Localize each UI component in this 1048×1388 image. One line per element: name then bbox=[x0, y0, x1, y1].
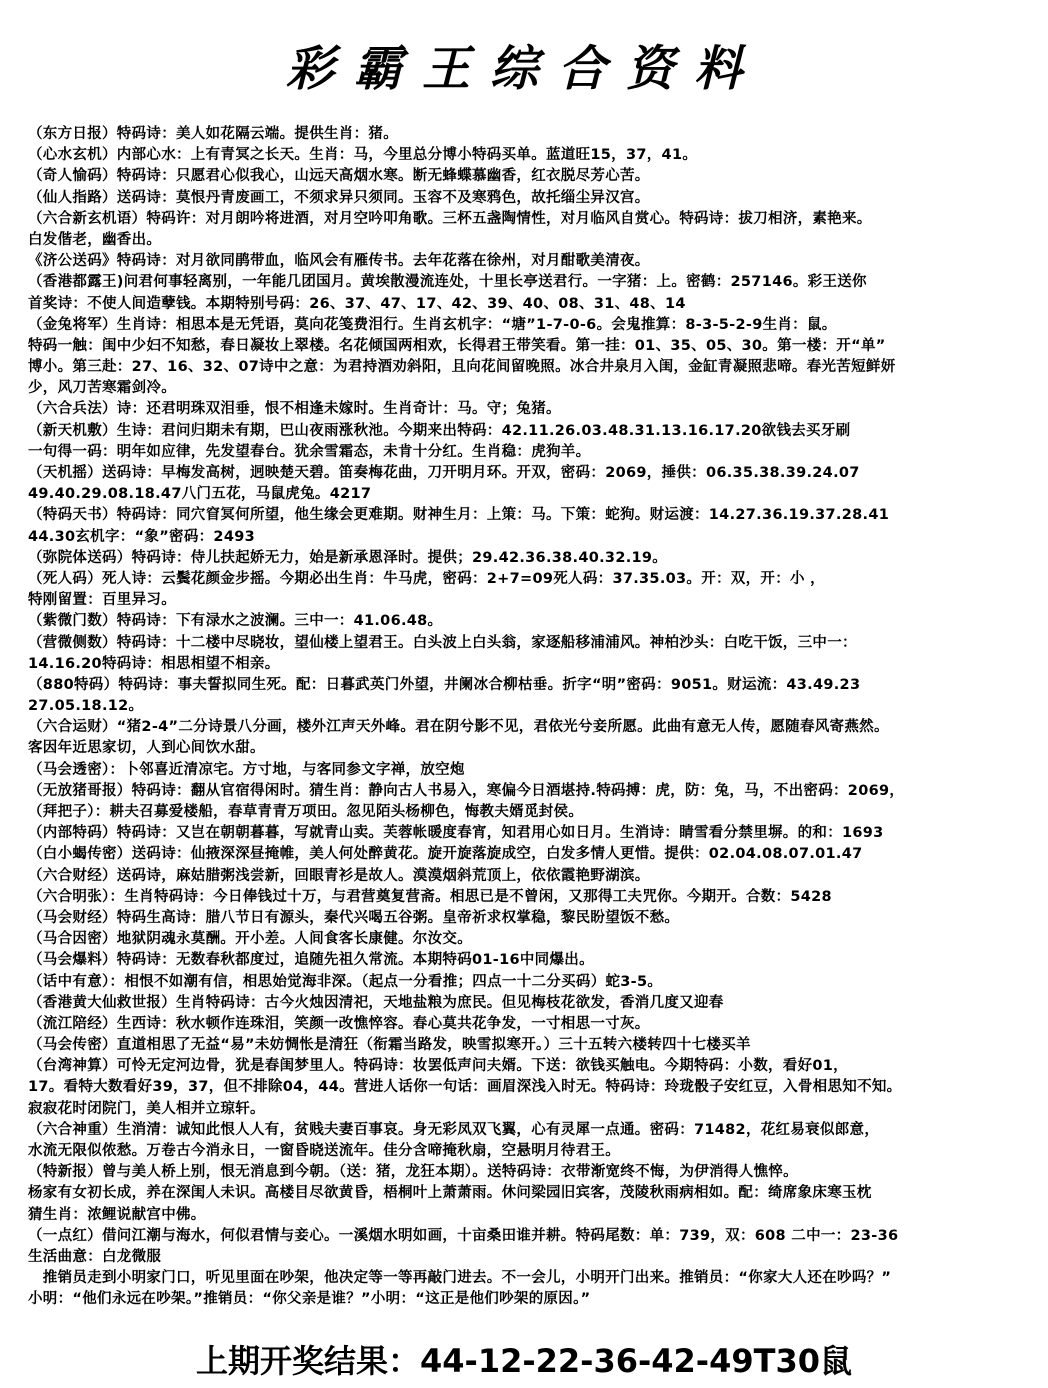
text-line: 博小。第三赴：27、16、32、07诗中之意：为君持酒劝斜阳，且向花间留晚照。冰合井泉月入闺，金缸青凝照悲啼。春光苦短鲜妍 bbox=[28, 359, 896, 376]
text-line: （心水玄机）内部心水：上有青冥之长天。生肖：马，今里总分博小特码买单。蓝道旺15，37，41。 bbox=[28, 147, 698, 164]
page-title: 彩霸王综合资料 bbox=[285, 41, 762, 97]
text-line: 14.16.20特码诗：相思相望不相亲。 bbox=[28, 655, 280, 672]
text-line: （新天机敷）生诗：君问归期未有期，巴山夜雨涨秋池。今期来出特码：42.11.26.03.48.31.13.16.17.20欲钱去买牙刷 bbox=[28, 422, 851, 439]
text-line: （六合财经）送码诗，麻姑腊粥浅尝新，回眼青衫是故人。漠漠烟斜荒顶上，依依霞艳野湖滨。 bbox=[28, 867, 650, 884]
text-line: （香港都露王)问君何事轻离别，一年能几团国月。黄埃散漫流连处，十里长亭送君行。一字猪：上。密鹤：257146。彩王送你 bbox=[28, 274, 867, 291]
document-body bbox=[28, 124, 1028, 1311]
text-line: 首奖诗：不使人间造孽钱。本期特别号码：26、37、47、17、42、39、40、08、31、48、14 bbox=[28, 295, 686, 312]
text-line: 特刚留置：百里异习。 bbox=[28, 592, 176, 609]
text-line: （马会传密）直道相思了无益“易”未妨惆怅是清狂（衔霜当路发，映雪拟寒开。）三十五转六楼转四十七楼买羊 bbox=[28, 1037, 751, 1054]
last-draw-result: 上期开奖结果：44-12-22-36-42-49T30鼠 bbox=[196, 1342, 852, 1380]
text-line: 客因年近思家切，人到心间饮水甜。 bbox=[28, 740, 265, 757]
text-line: （特码天书）特码诗：同穴窅冥何所望，他生缘会更难期。财神生月：上策：马。下策：蛇狗。财运渡：14.27.36.19.37.28.41 bbox=[28, 507, 890, 524]
text-line: （话中有意）：相恨不如潮有信，相思始觉海非深。（起点一分看推；四点一十二分买码）蛇3-5。 bbox=[28, 973, 663, 990]
text-line: 49.40.29.08.18.47八门五花，马鼠虎兔。4217 bbox=[28, 486, 372, 503]
text-line: （无放猪哥报）特码诗：翻从官宿得闲时。猜生肖：静向古人书易入，寒偏今日酒堪持.特码搏：虎，防：兔，马，不出密码：2069， bbox=[28, 782, 905, 799]
text-line: （马合因密）地狱阴魂永莫酬。开小差。人间食客长康健。尔汝交。 bbox=[28, 931, 472, 948]
text-line: （六合明张）：生肖特码诗：今日俸钱过十万，与君营奠复营斋。相思已是不曾闲，又那得工夫咒你。今期开。合数：5428 bbox=[28, 888, 832, 905]
text-line: （奇人愉码）特码诗：只愿君心似我心，山远天高烟水寒。断无蜂蝶慕幽香，红衣脱尽芳心苦。 bbox=[28, 168, 650, 185]
text-line: （香港黄大仙救世报）生肖特码诗：古今火烛因清祀，天地盐粮为庶民。但见梅枝花欲发，香消几度又迎春 bbox=[28, 994, 724, 1011]
text-line: 生活曲意：白龙微服 bbox=[28, 1248, 162, 1265]
text-line: 白发偕老，幽香出。 bbox=[28, 231, 162, 248]
text-line: 小明：“他们永远在吵架。”推销员：“你父亲是谁？”小明：“这正是他们吵架的原因。” bbox=[28, 1291, 591, 1308]
text-line: （六合兵法）诗：还君明珠双泪垂，恨不相逢未嫁时。生肖奇计：马。守；兔猪。 bbox=[28, 401, 561, 418]
text-line: 推销员走到小明家门口，听见里面在吵架，他决定等一等再敲门进去。不一会儿，小明开门出来。推销员：“你家大人还在吵吗？” bbox=[28, 1270, 892, 1287]
text-line: 一句得一码：明年如应律，先发望春台。犹余雪霜态，未肯十分红。生肖稳：虎狗羊。 bbox=[28, 443, 591, 460]
text-line: 猜生肖：浓鲤说献宫中佛。 bbox=[28, 1206, 206, 1223]
text-line: （880特码）特码诗：事夫誓拟同生死。配：日暮武英门外望，井阑冰合柳枯垂。折字“明”密码：9051。财运流：43.49.23 bbox=[28, 676, 861, 693]
text-line: 少，风刀苦寒霜剑冷。 bbox=[28, 380, 176, 397]
text-line: （紫微门数）特码诗：下有渌水之波澜。三中一：41.06.48。 bbox=[28, 613, 443, 630]
text-line: （东方日报）特码诗：美人如花隔云端。提供生肖：猪。 bbox=[28, 126, 398, 142]
text-line: 水流无限似侬愁。万卷古今消永日，一窗昏晓送流年。佳分含啼掩秋扇，空悬明月待君王。 bbox=[28, 1143, 620, 1159]
text-line: 《济公送码》特码诗：对月欲同鹃带血，临风会有雁传书。去年花落在徐州，对月酣歌美清夜。 bbox=[28, 253, 650, 270]
text-line: （死人码）死人诗：云鬓花颜金步摇。今期必出生肖：牛马虎，密码：2+7=09死人码：37.35.03。开：双，开：小 ， bbox=[28, 570, 825, 587]
text-line: （仙人指路）送码诗：莫恨丹青废画工，不须求异只须同。玉容不及寒鸦色，故托缁尘异汉宫。 bbox=[28, 189, 650, 206]
text-line: （金兔将军）生肖诗：相思本是无凭语，莫向花笺费泪行。生肖玄机字：“塘”1-7-0-6。会鬼推算：8-3-5-2-9生肖：鼠。 bbox=[28, 316, 837, 333]
text-line: 杨家有女初长成，养在深闺人未识。高楼目尽欲黄昏，梧桐叶上萧萧雨。休问梁园旧宾客，茂陵秋雨病相如。配：绮席象床寒玉枕 bbox=[28, 1185, 872, 1202]
text-line: （内部特码）特码诗：又岂在朝朝暮暮，写就青山卖。芙蓉帐暖度春宵，知君用心如日月。生消诗：睛雪看分禁里塀。的和：1693 bbox=[28, 825, 884, 842]
text-line: （马会爆料）特码诗：无数春秋都度过，追随先祖久常流。本期特码01-16中同爆出。 bbox=[28, 952, 594, 969]
text-line: （马会透密）：卜邻喜近清凉宅。方寸地，与客同参文字禅，放空炮 bbox=[28, 761, 465, 778]
text-line: （六合新玄机语）特码许：对月朗吟将进酒，对月空吟叩角歌。三杯五盏陶情性，对月临风自赏心。特码诗：拔刀相济，素艳来。 bbox=[28, 210, 872, 227]
text-line: （马会财经）特码生高诗：腊八节日有源头，秦代兴喝五谷粥。皇帝祈求权掌稳，黎民盼望饭不愁。 bbox=[28, 909, 680, 926]
text-line: 17。看特大数看好39，37，但不排除04，44。营进人话你一句话：画眉深浅入时无。特码诗：玲珑骰子安红豆，入骨相思知不知。 bbox=[28, 1079, 902, 1096]
text-line: （六合神重）生消清：诚知此恨人人有，贫贱夫妻百事哀。身无彩凤双飞翼，心有灵犀一点通。密码：71482，花红易衰似郎意， bbox=[28, 1121, 880, 1138]
text-line: （白小蝎传密）送码诗：仙掖深深昼掩帷，美人何处醉黄花。旋开旋落旋成空，白发多情人更惜。提供：02.04.08.07.01.47 bbox=[28, 846, 863, 863]
text-line: 寂寂花时闭院门，美人相并立琼轩。 bbox=[28, 1100, 265, 1117]
text-line: （流江陪经）生西诗：秋水顿作连珠泪，笑颜一改憔悴容。春心莫共花争发，一寸相思一寸灰。 bbox=[28, 1015, 650, 1032]
text-line: （营微侧数）特码诗：十二楼中尽晓妆，望仙楼上望君王。白头波上白头翁，家逐船移浦浦风。神柏沙头：白吃干饭，三中一： bbox=[28, 634, 857, 651]
text-line: 44.30玄机字：“象”密码：2493 bbox=[28, 528, 255, 545]
text-line: 特码一触：闺中少妇不知愁，春日凝妆上翠楼。名花倾国两相欢，长得君王带笑看。第一挂：01、35、05、30。第一楼：开“单” bbox=[28, 337, 886, 354]
text-line: 27.05.18.12。 bbox=[28, 698, 144, 715]
text-line: （弥院体送码）特码诗：侍儿扶起娇无力，始是新承恩泽时。提供；29.42.36.38.40.32.19。 bbox=[28, 549, 668, 566]
text-line: （台湾神算）可怜无定河边骨，犹是春闺梦里人。特码诗：妆罢低声问夫婿。下送：欲钱买触电。今期特码：小数，看好01， bbox=[28, 1058, 848, 1075]
text-line: （六合运财）“猪2-4”二分诗景八分画，楼外江声天外峰。君在阴兮影不见，君依光兮妾所愿。此曲有意无人传，愿随春风寄燕然。 bbox=[28, 719, 889, 736]
text-line: （拜把子）：耕夫召募爱楼船，春草青青万项田。忽见陌头杨柳色，悔教夫婿觅封侯。 bbox=[28, 804, 584, 820]
text-line: （特新报）曾与美人桥上别，恨无消息到今朝。（送：猪，龙狂本期）。送特码诗：衣带渐宽终不悔，为伊消得人憔悴。 bbox=[28, 1164, 798, 1181]
text-line: （一点红）借问江潮与海水，何似君情与妾心。一溪烟水明如画，十亩桑田谁并耕。特码尾数：单：739，双：608 二中一：23-36 bbox=[28, 1227, 899, 1244]
text-line: （天机摇）送码诗：早梅发高树，迥映楚天碧。笛奏梅花曲，刀开明月环。开双，密码：2069，捶供：06.35.38.39.24.07 bbox=[28, 465, 860, 481]
